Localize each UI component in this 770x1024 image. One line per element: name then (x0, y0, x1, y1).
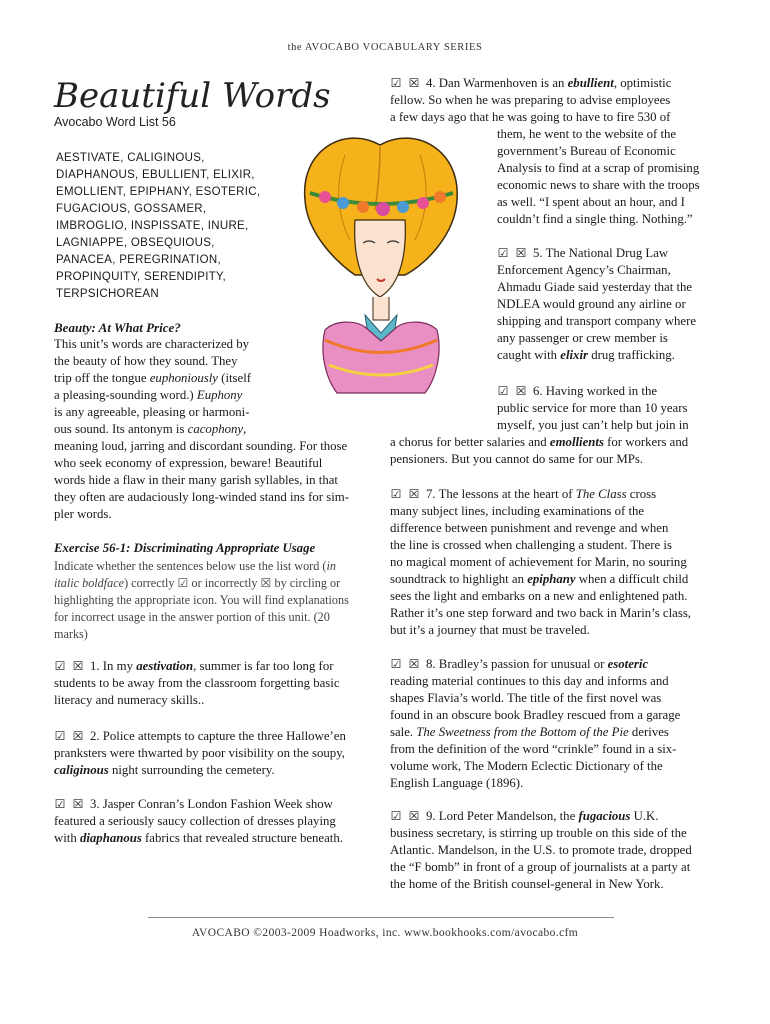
page-title: Beautiful Words (54, 76, 331, 116)
incorrect-x-icon[interactable]: ☒ (515, 384, 527, 398)
question-2: ☑ ☒ 2. Police attempts to capture the three Hallowe’en pranksters were thwarted by poor visibility on the soupy, caliginous night surrounding the cemetery. (54, 729, 346, 777)
word-list-line: TERPSICHOREAN (56, 288, 159, 300)
word-list-line: PROPINQUITY, SERENDIPITY, (56, 271, 227, 283)
question-9: ☑ ☒ 9. Lord Peter Mandelson, the fugacious U.K. business secretary, is stirring up trouble on this side of the Atlantic. Mandelson, in the U.S. to promote trade, dropped the “F bomb” in front of a group of journalists at a party at the home of the British counsel-general in New York. (390, 809, 692, 891)
exercise-heading: Exercise 56-1: Discriminating Appropriate Usage (54, 541, 316, 555)
correct-check-icon[interactable]: ☑ (390, 487, 402, 501)
word-list-subtitle: Avocabo Word List 56 (54, 115, 176, 129)
correct-check-icon[interactable]: ☑ (54, 797, 66, 811)
correct-check-icon[interactable]: ☑ (54, 659, 66, 673)
exercise-instructions: Indicate whether the sentences below use the list word (in italic boldface) correctly ☑ or incorrectly ☒ by circling or highlighting the appropriate icon. You will find explanations for incorrect usage in the answer portion of this unit. (20 marks) (54, 559, 349, 641)
correct-check-icon[interactable]: ☑ (54, 729, 66, 743)
word-list-line: PANACEA, PEREGRINATION, (56, 254, 221, 266)
question-8: ☑ ☒ 8. Bradley’s passion for unusual or esoteric reading material continues to this day and informs and shapes Flavia’s world. The title of the first novel was found in an obscure book Bradley rescued from a garage sale. The Sweetness from the Bottom of the Pie derives from the definition of the word “crinkle” found in a six- volume work, The Modern Eclectic Dictionary of the English Language (1896). (390, 657, 681, 790)
incorrect-x-icon[interactable]: ☒ (408, 76, 420, 90)
correct-check-icon[interactable]: ☑ (390, 657, 402, 671)
correct-check-icon[interactable]: ☑ (390, 76, 402, 90)
word-list-line: EMOLLIENT, EPIPHANY, ESOTERIC, (56, 186, 261, 198)
incorrect-x-icon[interactable]: ☒ (408, 657, 420, 671)
incorrect-x-icon[interactable]: ☒ (515, 246, 527, 260)
incorrect-x-icon[interactable]: ☒ (72, 659, 84, 673)
incorrect-x-icon[interactable]: ☒ (72, 797, 84, 811)
footer-divider (148, 917, 614, 918)
incorrect-x-icon[interactable]: ☒ (408, 487, 420, 501)
correct-check-icon[interactable]: ☑ (497, 246, 509, 260)
question-6: ☑ ☒ 6. Having worked in the public service for more than 10 years myself, you just can’t help but join in a chorus for better salaries and emollients for workers and pensioners. But you cannot do same for our MPs. (390, 384, 689, 466)
word-list (56, 150, 286, 303)
series-header: the AVOCABO VOCABULARY SERIES (287, 42, 483, 53)
incorrect-x-icon[interactable]: ☒ (72, 729, 84, 743)
question-4: ☑ ☒ 4. Dan Warmenhoven is an ebullient, optimistic fellow. So when he was preparing to advise employees a few days ago that he was going to have to fire 530 of them, he went to the website of the government’s Bureau of Economic Analysis to find at a scrap of promising economic news to share with the troops as well. “I spent about an hour, and I couldn’t find a single thing. Nothing.” (390, 76, 700, 226)
word-list-line: DIAPHANOUS, EBULLIENT, ELIXIR, (56, 169, 255, 181)
beauty-paragraph: This unit’s words are characterized by the beauty of how they sound. They trip off the tongue euphoniously (itself a pleasing-sounding word.) Euphony is any agreeable, pleasing or harmoni- ous sound. Its antonym is cacophony, meaning loud, jarring and discordant sounding. For those who seek economy of expression, beware! Beautiful words hide a flaw in their many garish syllables, in that they often are audaciously long-winded stand ins for sim- pler words. (54, 337, 349, 521)
incorrect-x-icon[interactable]: ☒ (408, 809, 420, 823)
question-7: ☑ ☒ 7. The lessons at the heart of The Class cross many subject lines, including examinations of the difference between punishment and revenge and when the line is crossed when challenging a student. There is no magical moment of achievement for Marin, no souring soundtrack to highlight an epiphany when a difficult child sees the light and embarks on a new and enlightened path. Rather it’s one step forward and two back in Marin’s class, but it’s a journey that must be traveled. (390, 487, 692, 637)
correct-check-icon[interactable]: ☑ (390, 809, 402, 823)
beauty-heading: Beauty: At What Price? (54, 320, 181, 335)
word-list-line: IMBROGLIO, INSPISSATE, INURE, (56, 220, 249, 232)
footer-copyright: AVOCABO ©2003-2009 Hoadworks, inc. www.bookhooks.com/avocabo.cfm (191, 927, 579, 939)
question-3: ☑ ☒ 3. Jasper Conran’s London Fashion Week show featured a seriously saucy collection of dresses playing with diaphanous fabrics that revealed structure beneath. (54, 797, 343, 845)
word-list-line: LAGNIAPPE, OBSEQUIOUS, (56, 237, 215, 249)
question-5: ☑ ☒ 5. The National Drug Law Enforcement Agency’s Chairman, Ahmadu Giade said yesterday that the NDLEA would ground any airline or shipping and transport company where any passenger or crew member is caught with elixir drug trafficking. (497, 246, 697, 362)
correct-check-icon[interactable]: ☑ (497, 384, 509, 398)
word-list-line: AESTIVATE, CALIGINOUS, (56, 152, 205, 164)
word-list-line: FUGACIOUS, GOSSAMER, (56, 203, 207, 215)
question-1: ☑ ☒ 1. In my aestivation, summer is far too long for students to be away from the classroom forgetting basic literacy and numeracy skills.. (54, 659, 340, 707)
